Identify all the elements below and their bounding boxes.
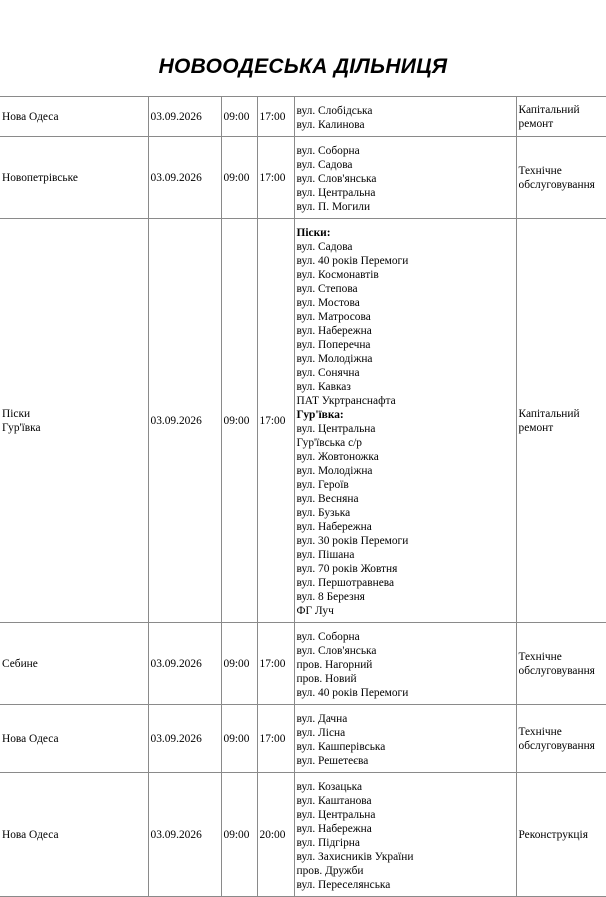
street-name: вул. Молодіжна bbox=[296, 353, 373, 365]
table-row bbox=[0, 219, 606, 623]
street-name: вул. Центральна bbox=[296, 423, 376, 435]
settlement-name: Новопетрівське bbox=[2, 171, 78, 184]
street-name: вул. Козацька bbox=[296, 781, 363, 793]
settlement-name: Себине bbox=[2, 657, 38, 670]
street-name: вул. Слов'янська bbox=[296, 173, 377, 185]
start-time-cell: 09:00 bbox=[221, 773, 257, 897]
street-name: вул. Соборна bbox=[296, 145, 360, 157]
street-name: вул. Слов'янська bbox=[296, 645, 377, 657]
street-name: вул. Слобідська bbox=[296, 105, 373, 117]
street-name: вул. Центральна bbox=[296, 809, 376, 821]
work-type-cell: Технічне обслуговування bbox=[516, 623, 606, 705]
date-cell: 03.09.2026 bbox=[148, 137, 221, 219]
street-name: пров. Дружби bbox=[296, 865, 364, 877]
street-name: вул. Калинова bbox=[296, 119, 365, 131]
street-name: вул. Підгірна bbox=[296, 837, 360, 849]
end-time-cell: 17:00 bbox=[257, 97, 294, 137]
start-time-cell: 09:00 bbox=[221, 623, 257, 705]
street-name: вул. Набережна bbox=[296, 521, 372, 533]
street-name: вул. Садова bbox=[296, 241, 353, 253]
table-row bbox=[0, 773, 606, 897]
street-name: вул. Поперечна bbox=[296, 339, 371, 351]
streets-cell bbox=[294, 623, 516, 705]
street-name: вул. 8 Березня bbox=[296, 591, 365, 603]
streets-cell bbox=[294, 219, 516, 623]
street-name: вул. Дачна bbox=[296, 713, 348, 725]
street-name: вул. Кавказ bbox=[296, 381, 351, 393]
settlement-name: Нова Одеса bbox=[2, 110, 59, 123]
street-name: вул. Соборна bbox=[296, 631, 360, 643]
streets-cell bbox=[294, 97, 516, 137]
work-type-cell: Технічне обслуговування bbox=[516, 137, 606, 219]
date-cell: 03.09.2026 bbox=[148, 705, 221, 773]
locality-heading: Піски: bbox=[296, 227, 331, 239]
table-row bbox=[0, 705, 606, 773]
street-name: ПАТ Укртранснафта bbox=[296, 395, 396, 407]
settlement-cell bbox=[0, 773, 148, 897]
street-name: вул. Захисників України bbox=[296, 851, 414, 863]
street-name: вул. Весняна bbox=[296, 493, 359, 505]
street-name: вул. Мостова bbox=[296, 297, 360, 309]
end-time-cell: 17:00 bbox=[257, 705, 294, 773]
table-row bbox=[0, 623, 606, 705]
settlement-name: Нова Одеса bbox=[2, 732, 59, 745]
street-name: вул. Сонячна bbox=[296, 367, 360, 379]
settlement-name: Нова Одеса bbox=[2, 828, 59, 841]
street-name: Гур'ївська с/р bbox=[296, 437, 363, 449]
streets-cell bbox=[294, 705, 516, 773]
settlement-cell bbox=[0, 623, 148, 705]
settlement-cell bbox=[0, 137, 148, 219]
end-time-cell: 20:00 bbox=[257, 773, 294, 897]
end-time-cell: 17:00 bbox=[257, 137, 294, 219]
table-row bbox=[0, 137, 606, 219]
end-time-cell: 17:00 bbox=[257, 623, 294, 705]
street-name: вул. Молодіжна bbox=[296, 465, 373, 477]
street-name: вул. Набережна bbox=[296, 325, 372, 337]
start-time-cell: 09:00 bbox=[221, 137, 257, 219]
street-name: вул. 40 років Перемоги bbox=[296, 255, 409, 267]
settlement-cell bbox=[0, 97, 148, 137]
outage-schedule-table bbox=[0, 96, 606, 897]
street-name: вул. Героїв bbox=[296, 479, 349, 491]
street-name: вул. Космонавтів bbox=[296, 269, 379, 281]
street-name: вул. Решетеєва bbox=[296, 755, 369, 767]
street-name: вул. Степова bbox=[296, 283, 358, 295]
work-type-cell: Капітальний ремонт bbox=[516, 97, 606, 137]
street-name: вул. Садова bbox=[296, 159, 353, 171]
street-name: вул. Кашперівська bbox=[296, 741, 386, 753]
settlement-name: Гур'ївка bbox=[2, 421, 41, 434]
street-name: вул. 30 років Перемоги bbox=[296, 535, 409, 547]
settlement-name: Піски bbox=[2, 407, 31, 420]
date-cell: 03.09.2026 bbox=[148, 773, 221, 897]
date-cell: 03.09.2026 bbox=[148, 97, 221, 137]
street-name: вул. Бузька bbox=[296, 507, 351, 519]
street-name: вул. Першотравнева bbox=[296, 577, 395, 589]
street-name: вул. 40 років Перемоги bbox=[296, 687, 409, 699]
street-name: пров. Новий bbox=[296, 673, 357, 685]
settlement-cell bbox=[0, 705, 148, 773]
streets-cell bbox=[294, 137, 516, 219]
locality-heading: Гур'ївка: bbox=[296, 409, 344, 421]
start-time-cell: 09:00 bbox=[221, 705, 257, 773]
street-name: вул. Центральна bbox=[296, 187, 376, 199]
street-name: вул. Каштанова bbox=[296, 795, 372, 807]
work-type-cell: Капітальний ремонт bbox=[516, 219, 606, 623]
street-name: пров. Нагорний bbox=[296, 659, 373, 671]
street-name: вул. П. Могили bbox=[296, 201, 371, 213]
start-time-cell: 09:00 bbox=[221, 97, 257, 137]
table-row bbox=[0, 97, 606, 137]
start-time-cell: 09:00 bbox=[221, 219, 257, 623]
street-name: вул. 70 років Жовтня bbox=[296, 563, 398, 575]
page-title: НОВООДЕСЬКА ДІЛЬНИЦЯ bbox=[158, 55, 448, 78]
street-name: вул. Переселянська bbox=[296, 879, 391, 891]
street-name: вул. Жовтоножка bbox=[296, 451, 379, 463]
work-type-cell: Технічне обслуговування bbox=[516, 705, 606, 773]
date-cell: 03.09.2026 bbox=[148, 219, 221, 623]
end-time-cell: 17:00 bbox=[257, 219, 294, 623]
work-type-cell: Реконструкція bbox=[516, 773, 606, 897]
street-name: вул. Пішана bbox=[296, 549, 355, 561]
date-cell: 03.09.2026 bbox=[148, 623, 221, 705]
street-name: вул. Матросова bbox=[296, 311, 371, 323]
street-name: вул. Лісна bbox=[296, 727, 346, 739]
settlement-cell bbox=[0, 219, 148, 623]
street-name: вул. Набережна bbox=[296, 823, 372, 835]
streets-cell bbox=[294, 773, 516, 897]
street-name: ФГ Луч bbox=[296, 605, 334, 617]
